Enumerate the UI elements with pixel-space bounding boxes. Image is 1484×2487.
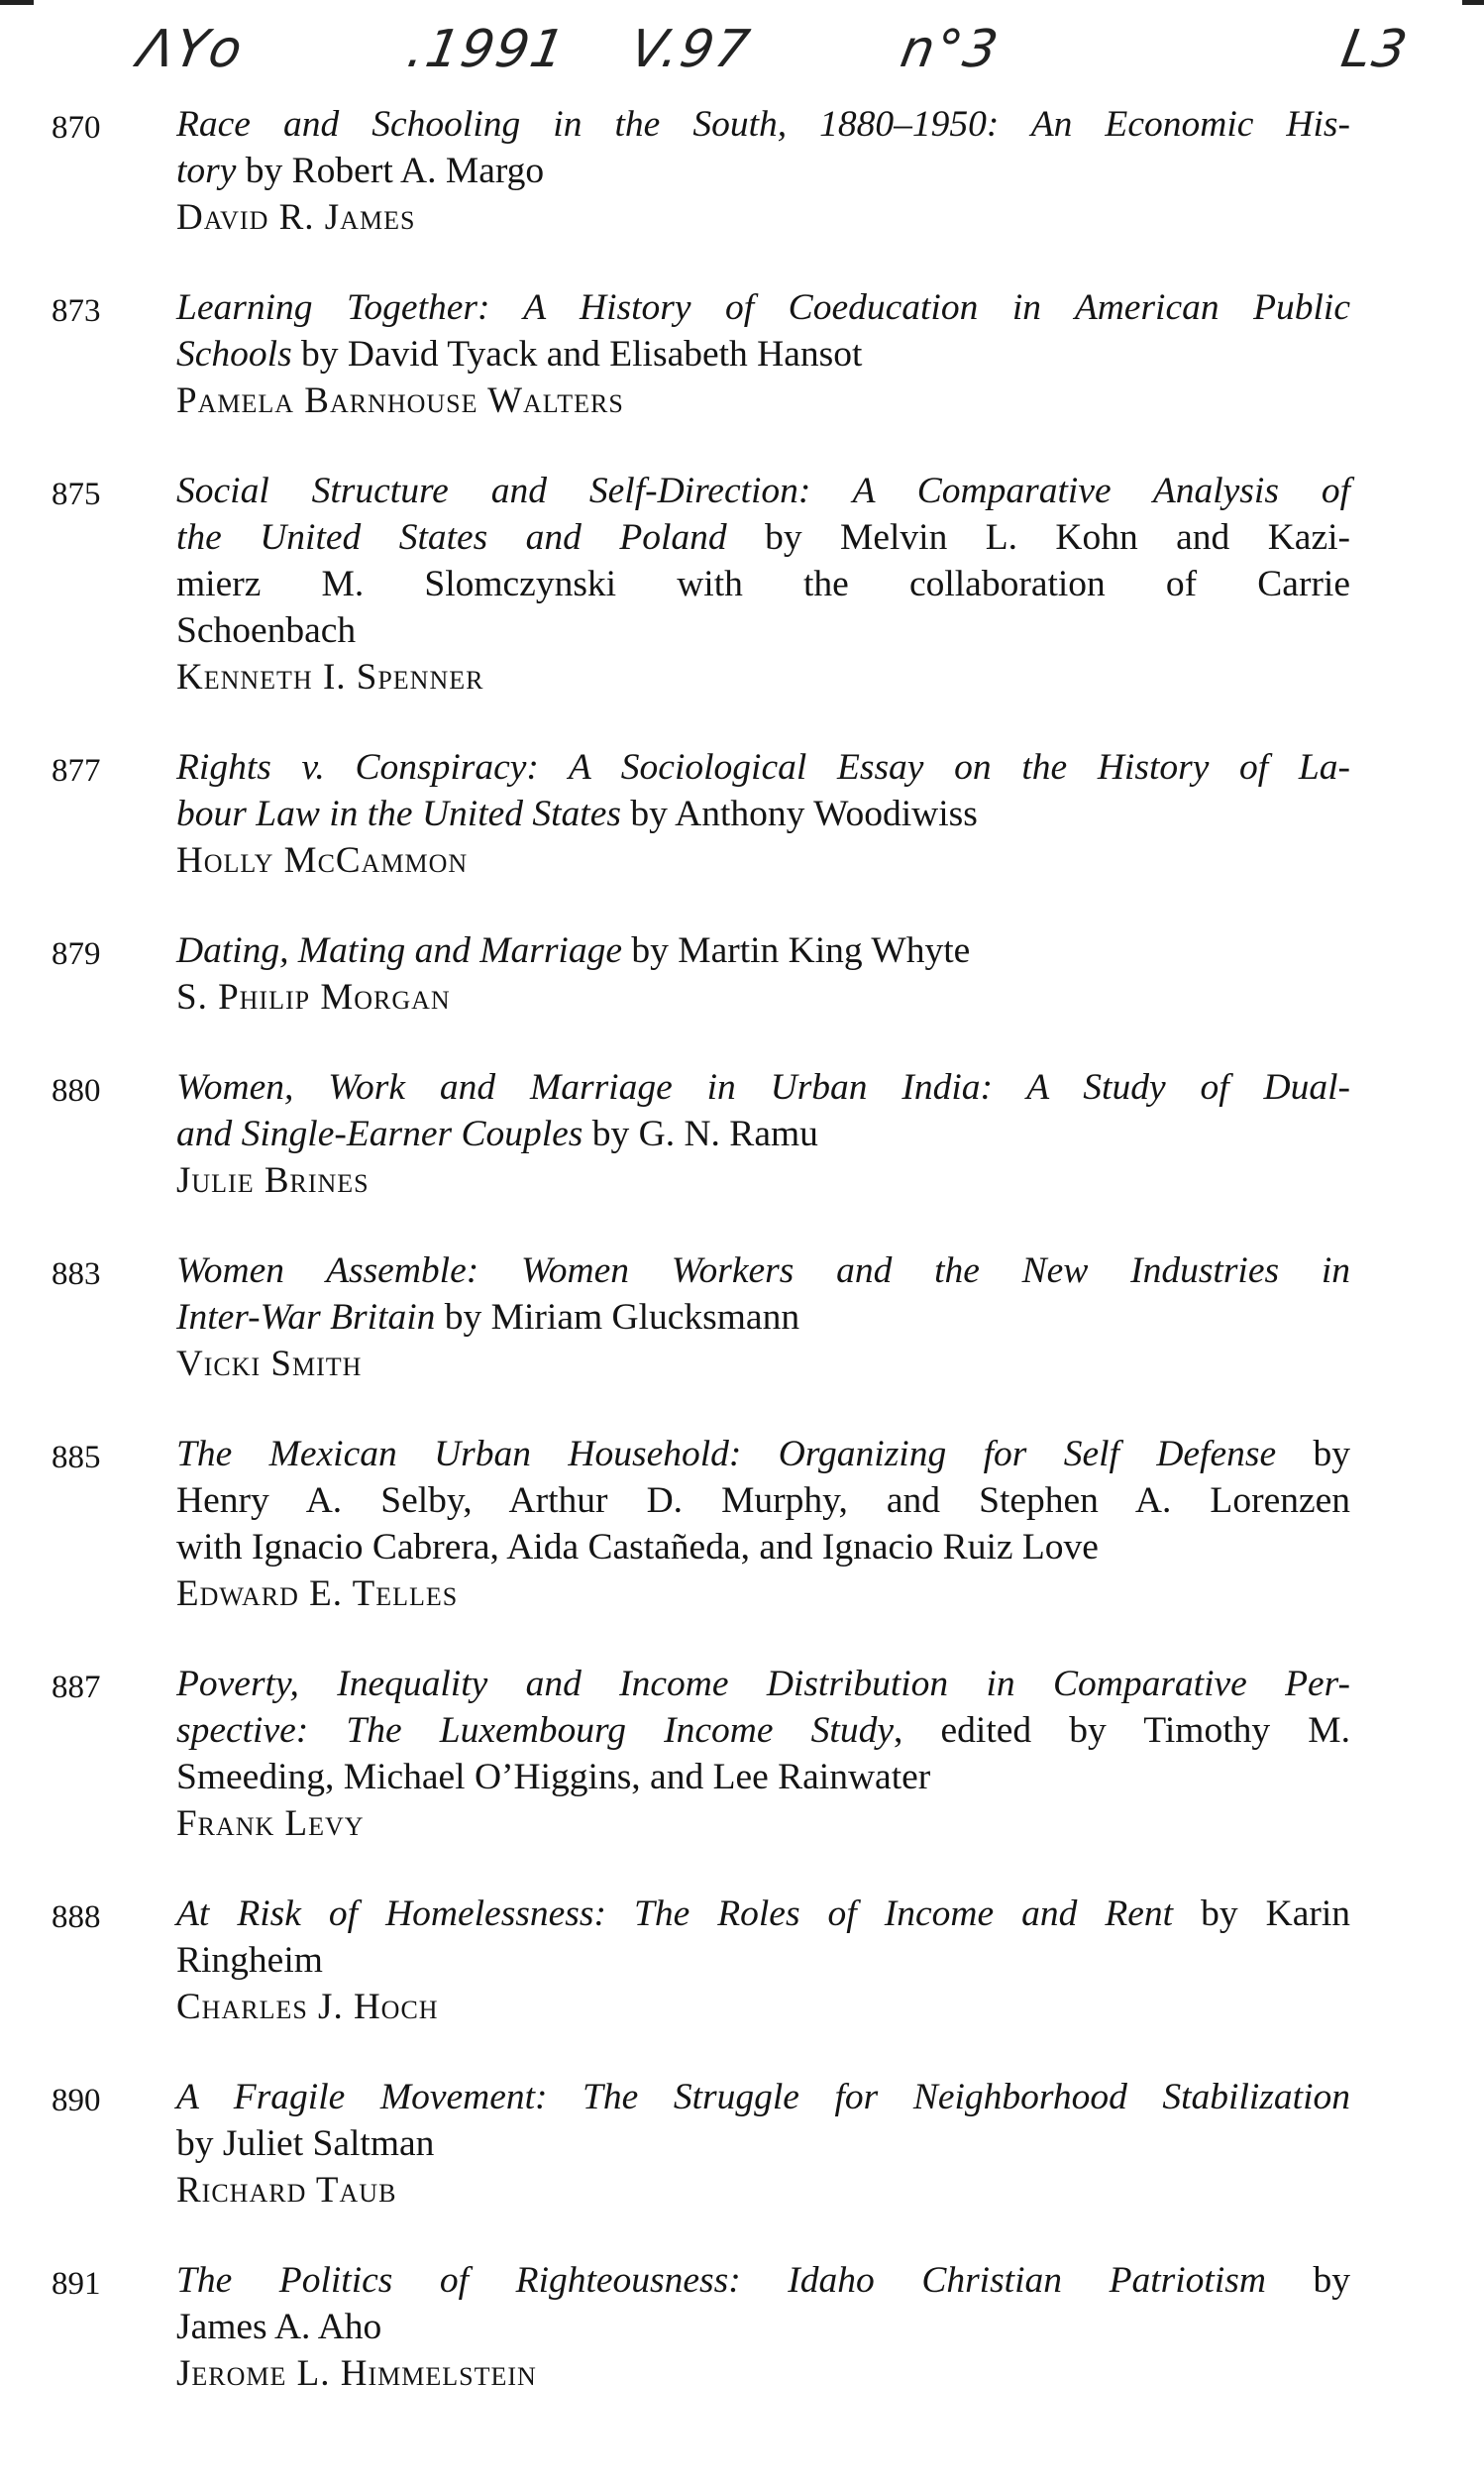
author-text: Smeeding, Michael O’Higgins, and Lee Rainwater	[176, 1757, 931, 1797]
book-title-text: bour Law in the United States	[176, 794, 621, 834]
review-entry	[0, 1064, 1484, 1204]
handwritten-note: ΛΥο	[133, 20, 249, 79]
citation-line	[176, 1431, 1350, 1477]
scan-edge-mark	[0, 0, 34, 5]
handwritten-shelf-mark: L3	[1336, 20, 1414, 79]
entry-citation	[176, 1661, 1350, 1847]
entry-citation	[176, 927, 1350, 1021]
book-title-text: Social Structure and Self-Direction: A Comparative Analysis of	[176, 471, 1350, 511]
author-text: mierz M. Slomczynski with the collaboration of Carrie	[176, 564, 1350, 604]
citation-line	[176, 1707, 1350, 1754]
review-entry	[0, 101, 1484, 241]
entry-citation	[176, 1247, 1350, 1387]
author-text: by Karin	[1173, 1893, 1350, 1934]
citation-line	[176, 1111, 1350, 1157]
author-text: James A. Aho	[176, 2307, 382, 2347]
author-text: by Miriam Glucksmann	[435, 1297, 800, 1338]
reviewer-name: David R. James	[176, 197, 416, 238]
book-title-text: tory	[176, 151, 237, 191]
author-text: with Ignacio Cabrera, Aida Castañeda, and Ignacio Ruiz Love	[176, 1527, 1099, 1568]
author-text: by	[1276, 1434, 1351, 1474]
citation-line	[176, 1891, 1350, 1937]
citation-line	[176, 284, 1350, 331]
citation-line	[176, 101, 1350, 148]
book-review-list	[0, 101, 1484, 2440]
handwritten-number: n°3	[896, 20, 1005, 79]
citation-line	[176, 791, 1350, 837]
citation-line	[176, 1661, 1350, 1707]
book-title-text: Rights v. Conspiracy: A Sociological Essay on the History of La-	[176, 747, 1350, 788]
book-title-text: Schools	[176, 334, 292, 375]
page-number: 873	[52, 293, 101, 329]
citation-line	[176, 927, 1350, 974]
book-title-text: and Single-Earner Couples	[176, 1114, 583, 1154]
page-number: 891	[52, 2266, 101, 2302]
handwritten-year: .1991	[402, 20, 572, 79]
page-number: 875	[52, 477, 101, 512]
citation-line	[176, 1294, 1350, 1341]
review-entry	[0, 927, 1484, 1021]
entry-citation	[176, 284, 1350, 424]
review-entry	[0, 2257, 1484, 2397]
book-title-text: Inter-War Britain	[176, 1297, 436, 1338]
book-title-text: the United States and Poland	[176, 517, 727, 558]
author-text: by G. N. Ramu	[583, 1114, 818, 1154]
author-text: , edited by Timothy M.	[893, 1710, 1350, 1751]
reviewer-name: S. Philip Morgan	[176, 977, 451, 1018]
citation-line	[176, 2304, 1350, 2350]
author-text: by Martin King Whyte	[621, 930, 971, 971]
page-number: 870	[52, 110, 101, 146]
review-entry	[0, 1891, 1484, 2030]
page-number: 883	[52, 1256, 101, 1292]
reviewer-name: Holly McCammon	[176, 840, 469, 881]
page-number: 880	[52, 1073, 101, 1109]
page-number: 887	[52, 1670, 101, 1705]
book-title-text: A Fragile Movement: The Struggle for Neighborhood Stabilization	[176, 2077, 1350, 2117]
entry-citation	[176, 101, 1350, 241]
entry-citation	[176, 2074, 1350, 2214]
page-number: 879	[52, 936, 101, 972]
handwritten-volume: V.97	[625, 20, 756, 79]
author-text: by Melvin L. Kohn and Kazi-	[726, 517, 1350, 558]
book-title-text: Dating, Mating and Marriage	[176, 930, 622, 971]
reviewer-name: Jerome L. Himmelstein	[176, 2353, 537, 2394]
author-text: by	[1265, 2260, 1350, 2301]
scan-edge-mark	[1462, 0, 1484, 5]
reviewer-name: Frank Levy	[176, 1803, 365, 1844]
citation-line	[176, 148, 1350, 194]
citation-line	[176, 607, 1350, 654]
review-entry	[0, 1431, 1484, 1617]
citation-line	[176, 744, 1350, 791]
reviewer-name: Kenneth I. Spenner	[176, 657, 484, 698]
citation-line	[176, 1064, 1350, 1111]
book-title-text: At Risk of Homelessness: The Roles of Income and Rent	[176, 1893, 1174, 1934]
page-number: 877	[52, 753, 101, 789]
citation-line	[176, 331, 1350, 378]
author-text: Henry A. Selby, Arthur D. Murphy, and Stephen A. Lorenzen	[176, 1480, 1350, 1521]
book-title-text: Women, Work and Marriage in Urban India: A Study of Dual-	[176, 1067, 1350, 1108]
author-text: by David Tyack and Elisabeth Hansot	[291, 334, 863, 375]
entry-citation	[176, 744, 1350, 884]
book-title-text: Race and Schooling in the South, 1880–1950: An Economic His-	[176, 104, 1350, 145]
citation-line	[176, 514, 1350, 561]
book-title-text: Poverty, Inequality and Income Distribution in Comparative Per-	[176, 1664, 1350, 1704]
entry-citation	[176, 2257, 1350, 2397]
book-title-text: Women Assemble: Women Workers and the New Industries in	[176, 1250, 1350, 1291]
page-number: 888	[52, 1899, 101, 1935]
book-title-text: spective: The Luxembourg Income Study	[176, 1710, 894, 1751]
entry-citation	[176, 1891, 1350, 2030]
reviewer-name: Julie Brines	[176, 1160, 370, 1201]
citation-line	[176, 2257, 1350, 2304]
author-text: by Anthony Woodiwiss	[620, 794, 978, 834]
citation-line	[176, 2120, 1350, 2167]
citation-line	[176, 2074, 1350, 2120]
citation-line	[176, 1754, 1350, 1800]
review-entry	[0, 744, 1484, 884]
citation-line	[176, 561, 1350, 607]
reviewer-name: Richard Taub	[176, 2170, 397, 2211]
citation-line	[176, 1477, 1350, 1524]
review-entry	[0, 284, 1484, 424]
entry-citation	[176, 468, 1350, 701]
author-text: by Juliet Saltman	[176, 2123, 435, 2164]
book-title-text: The Politics of Righteousness: Idaho Christian Patriotism	[176, 2260, 1266, 2301]
review-entry	[0, 2074, 1484, 2214]
reviewer-name: Vicki Smith	[176, 1344, 363, 1384]
review-entry	[0, 468, 1484, 701]
entry-citation	[176, 1064, 1350, 1204]
handwritten-annotation	[133, 20, 1446, 89]
author-text: by Robert A. Margo	[236, 151, 545, 191]
review-entry	[0, 1247, 1484, 1387]
citation-line	[176, 1247, 1350, 1294]
entry-citation	[176, 1431, 1350, 1617]
citation-line	[176, 468, 1350, 514]
page-number: 885	[52, 1440, 101, 1475]
book-title-text: Learning Together: A History of Coeducation in American Public	[176, 287, 1350, 328]
book-title-text: The Mexican Urban Household: Organizing for Self Defense	[176, 1434, 1277, 1474]
author-text: Ringheim	[176, 1940, 323, 1981]
page-number: 890	[52, 2083, 101, 2118]
author-text: Schoenbach	[176, 610, 357, 651]
citation-line	[176, 1937, 1350, 1984]
citation-line	[176, 1524, 1350, 1570]
reviewer-name: Pamela Barnhouse Walters	[176, 380, 624, 421]
reviewer-name: Charles J. Hoch	[176, 1987, 439, 2027]
reviewer-name: Edward E. Telles	[176, 1573, 459, 1614]
review-entry	[0, 1661, 1484, 1847]
